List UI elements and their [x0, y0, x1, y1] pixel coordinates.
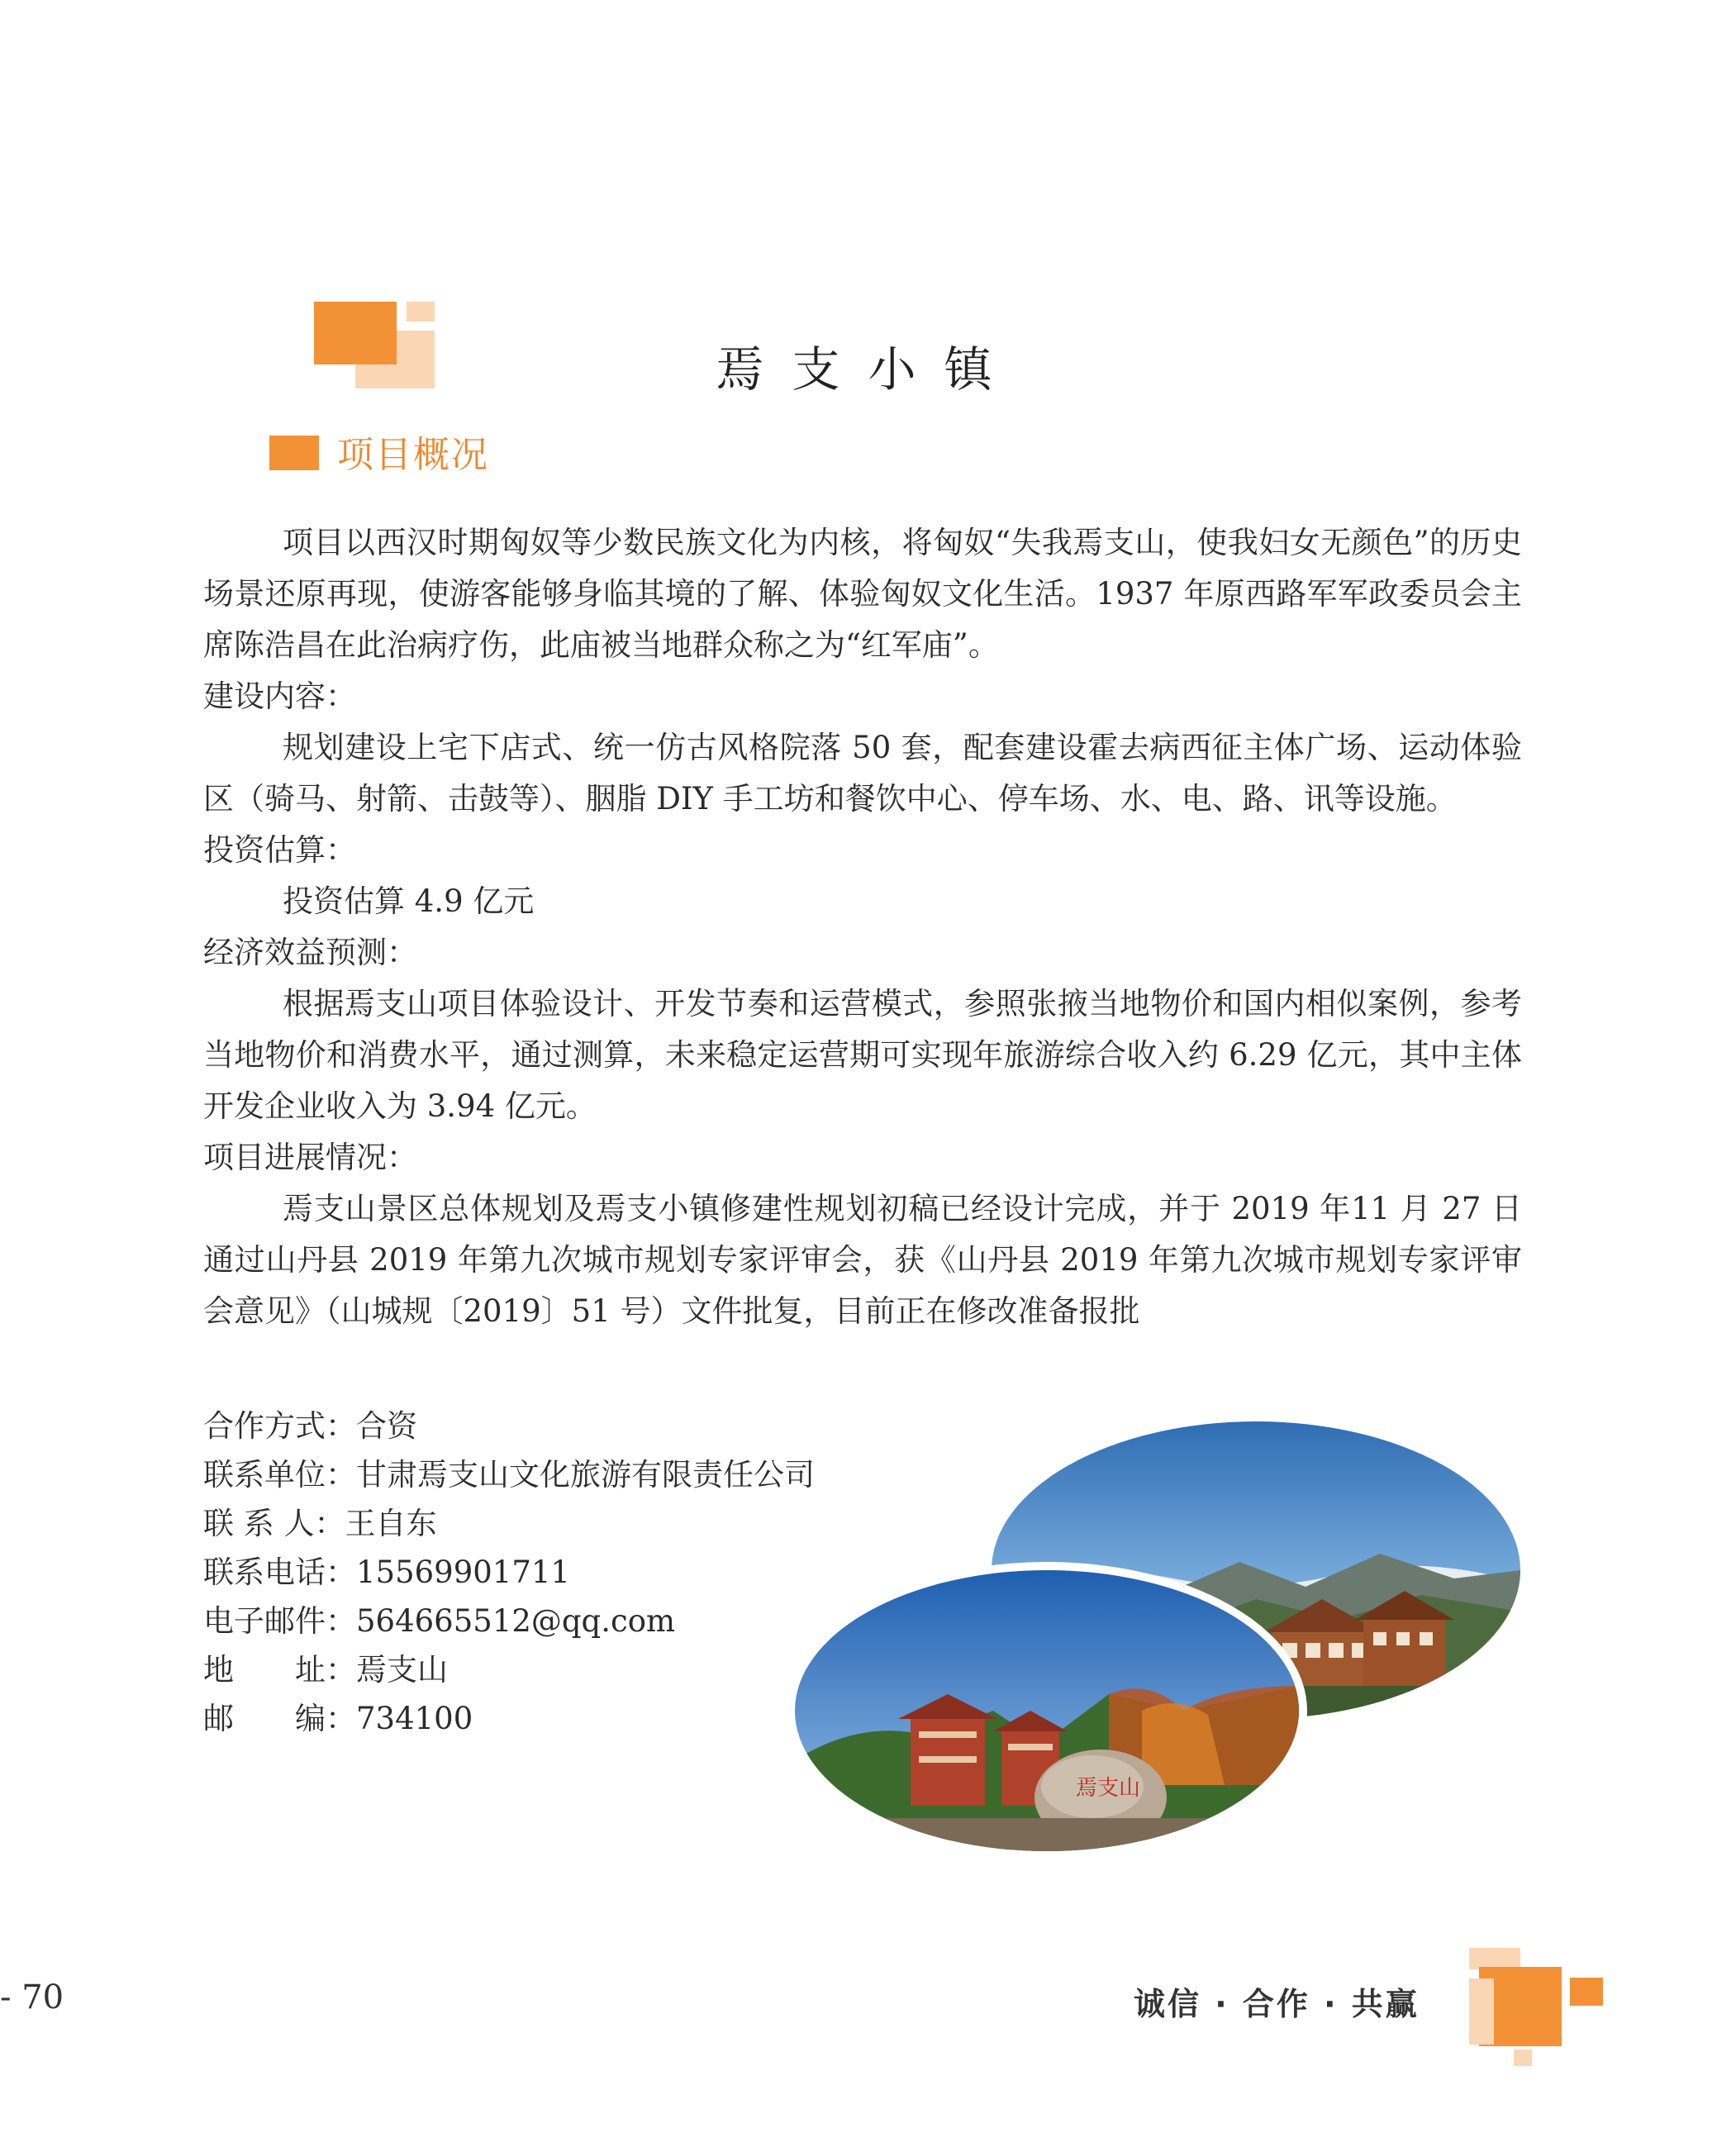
photo-scenic-gate	[795, 1570, 1299, 1851]
contact-row	[203, 1597, 815, 1645]
investment-paragraph: 投资估算 4.9 亿元	[283, 883, 535, 919]
contact-row	[203, 1548, 815, 1597]
contact-value: 焉支山	[356, 1652, 448, 1688]
main-text	[203, 517, 1522, 1337]
investment-heading: 投资估算：	[203, 832, 356, 868]
contact-value: 甘肃焉支山文化旅游有限责任公司	[356, 1457, 815, 1493]
footer-slogan: 诚信 · 合作 · 共赢	[1134, 1986, 1420, 2022]
construction-heading: 建设内容：	[203, 678, 356, 714]
contact-label: 合作方式：	[203, 1408, 356, 1444]
contact-value: 15569901711	[356, 1554, 570, 1590]
progress-paragraph: 焉支山景区总体规划及焉支小镇修建性规划初稿已经设计完成，并于 2019 年11 月 27 日通过山丹县 2019 年第九次城市规划专家评审会，获《山丹县 2019 年第九次城市规划专家评审会意见》（山城规〔2019〕51 号）文件批复，目前正在修改准备报批	[203, 1191, 1522, 1329]
progress-heading: 项目进展情况：	[203, 1140, 417, 1175]
contact-label: 邮 编：	[203, 1701, 356, 1736]
intro-paragraph: 项目以西汉时期匈奴等少数民族文化为内核，将匈奴“失我焉支山，使我妇女无颜色”的历史场景还原再现，使游客能够身临其境的了解、体验匈奴文化生活。1937 年原西路军军政委员会主席陈浩昌在此治病疗伤，此庙被当地群众称之为“红军庙”。	[203, 525, 1522, 663]
section-marker	[269, 436, 319, 470]
page-number: - 70	[0, 1978, 64, 2016]
contact-label: 联 系 人：	[203, 1506, 345, 1541]
footer-decor-light-bottom	[1514, 2050, 1532, 2066]
page-title: 焉支小镇	[716, 341, 1020, 398]
contact-info	[203, 1402, 815, 1743]
contact-row	[203, 1402, 815, 1450]
contact-value: 564665512@qq.com	[356, 1603, 676, 1639]
contact-value: 王自东	[345, 1506, 437, 1541]
decor-square-light-small	[407, 302, 435, 321]
contact-label: 联系电话：	[203, 1554, 356, 1590]
section-title: 项目概况	[337, 434, 489, 476]
contact-row	[203, 1694, 815, 1743]
construction-paragraph: 规划建设上宅下店式、统一仿古风格院落 50 套，配套建设霍去病西征主体广场、运动体验区（骑马、射箭、击鼓等）、胭脂 DIY 手工坊和餐饮中心、停车场、水、电、路、讯等设施。	[203, 730, 1522, 817]
contact-label: 地 址：	[203, 1652, 356, 1688]
stone-sign-text: 焉支山	[1076, 1776, 1141, 1801]
contact-value: 734100	[356, 1701, 473, 1736]
benefit-paragraph: 根据焉支山项目体验设计、开发节奏和运营模式，参照张掖当地物价和国内相似案例，参考当地物价和消费水平，通过测算，未来稳定运营期可实现年旅游综合收入约 6.29 亿元，其中主体开发企业收入为 3.94 亿元。	[203, 986, 1522, 1124]
contact-label: 电子邮件：	[203, 1603, 356, 1639]
contact-row	[203, 1499, 815, 1548]
contact-row	[203, 1645, 815, 1694]
footer-decor-light-big	[1469, 1978, 1494, 2045]
footer-decor-orange-small	[1570, 1978, 1603, 2006]
contact-value: 合资	[356, 1408, 417, 1444]
benefit-heading: 经济效益预测：	[203, 935, 417, 970]
contact-label: 联系单位：	[203, 1457, 356, 1493]
contact-row	[203, 1450, 815, 1499]
